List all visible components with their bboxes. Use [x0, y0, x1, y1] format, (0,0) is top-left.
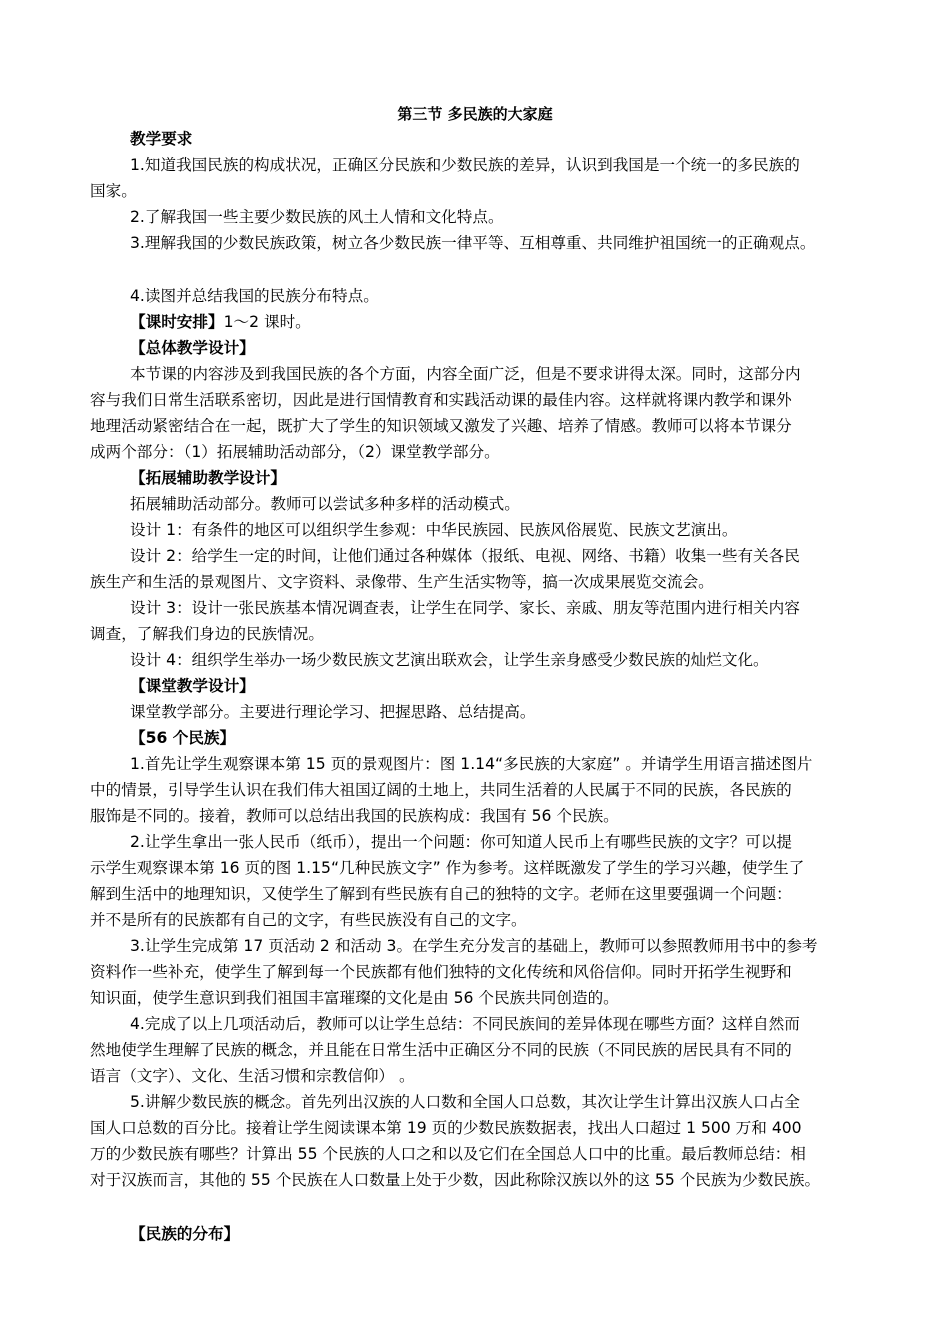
heading-ethnic-distribution: 【民族的分布】 — [130, 1225, 240, 1243]
heading-classroom-design: 【课堂教学设计】 — [130, 677, 255, 695]
teaching-requirements-block — [90, 126, 865, 256]
requirement-3: 3.理解我国的少数民族政策，树立各少数民族一律平等、互相尊重、共同维护祖国统一的正确观点。 — [130, 234, 816, 252]
heading-56-ethnic-groups: 【56 个民族】 — [130, 729, 236, 747]
design-4: 设计 4：组织学生举办一场少数民族文艺演出联欢会，让学生亲身感受少数民族的灿烂文化。 — [130, 651, 769, 669]
body-block — [90, 283, 865, 1193]
heading-teaching-requirements: 教学要求 — [130, 130, 193, 148]
paragraph-line: 课堂教学部分。主要进行理论学习、把握思路、总结提高。 — [130, 703, 536, 721]
heading-overall-design: 【总体教学设计】 — [130, 339, 255, 357]
heading-extended-design: 【拓展辅助教学设计】 — [130, 469, 286, 487]
design-1: 设计 1：有条件的地区可以组织学生参观：中华民族园、民族风俗展览、民族文艺演出。 — [130, 521, 738, 539]
paragraph-line: 成两个部分：（1）拓展辅助活动部分，（2）课堂教学部分。 — [90, 443, 500, 461]
design-2-cont: 族生产和生活的景观图片、文字资料、录像带、生产生活实物等，搞一次成果展览交流会。 — [90, 573, 714, 591]
item-5: 5.讲解少数民族的概念。首先列出汉族的人口数和全国人口总数，其次让学生计算出汉族人口占全 — [130, 1093, 800, 1111]
paragraph-line: 拓展辅助活动部分。教师可以尝试多种多样的活动模式。 — [130, 495, 520, 513]
requirement-1-cont: 国家。 — [90, 182, 137, 200]
item-2-cont: 并不是所有的民族都有自己的文字，有些民族没有自己的文字。 — [90, 911, 527, 929]
item-5-cont: 国人口总数的百分比。接着让学生阅读课本第 19 页的少数民族数据表，找出人口超过 1 500 万和 400 — [90, 1119, 802, 1137]
design-3: 设计 3：设计一张民族基本情况调查表，让学生在同学、家长、亲戚、朋友等范围内进行相关内容 — [130, 599, 800, 617]
paragraph-line: 本节课的内容涉及到我国民族的各个方面，内容全面广泛，但是不要求讲得太深。同时，这部分内 — [130, 365, 801, 383]
item-5-cont: 对于汉族而言，其他的 55 个民族在人口数量上处于少数，因此称除汉族以外的这 55 个民族为少数民族。 — [90, 1171, 821, 1189]
item-1: 1.首先让学生观察课本第 15 页的景观图片：图 1.14“多民族的大家庭” 。并请学生用语言描述图片 — [130, 755, 813, 773]
item-2-cont: 解到生活中的地理知识，又使学生了解到有些民族有自己的独特的文字。老师在这里要强调一个问题： — [90, 885, 792, 903]
item-4: 4.完成了以上几项活动后，教师可以让学生总结：不同民族间的差异体现在哪些方面？这样自然而 — [130, 1015, 800, 1033]
requirement-1: 1.知道我国民族的构成状况，正确区分民族和少数民族的差异，认识到我国是一个统一的多民族的 — [130, 156, 800, 174]
item-3: 3.让学生完成第 17 页活动 2 和活动 3。在学生充分发言的基础上，教师可以参照教师用书中的参考 — [130, 937, 818, 955]
requirement-2: 2.了解我国一些主要少数民族的风土人情和文化特点。 — [130, 208, 504, 226]
item-2-cont: 示学生观察课本第 16 页的图 1.15“几种民族文字” 作为参考。这样既激发了学生的学习兴趣，使学生了 — [90, 859, 805, 877]
class-hours-value: 1～2 课时。 — [223, 313, 311, 331]
item-3-cont: 资料作一些补充，使学生了解到每一个民族都有他们独特的文化传统和风俗信仰。同时开拓学生视野和 — [90, 963, 792, 981]
section-title: 第三节 多民族的大家庭 — [397, 105, 553, 123]
item-1-cont: 中的情景，引导学生认识在我们伟大祖国辽阔的土地上，共同生活着的人民属于不同的民族，各民族的 — [90, 781, 792, 799]
distribution-block — [90, 1221, 865, 1247]
design-2: 设计 2：给学生一定的时间，让他们通过各种媒体（报纸、电视、网络、书籍）收集一些有关各民 — [130, 547, 800, 565]
item-5-cont: 万的少数民族有哪些？计算出 55 个民族的人口之和以及它们在全国总人口中的比重。最后教师总结：相 — [90, 1145, 806, 1163]
item-4-cont: 然地使学生理解了民族的概念，并且能在日常生活中正确区分不同的民族（不同民族的居民具有不同的 — [90, 1041, 792, 1059]
item-2: 2.让学生拿出一张人民币（纸币），提出一个问题：你可知道人民币上有哪些民族的文字？可以提 — [130, 833, 793, 851]
paragraph-line: 地理活动紧密结合在一起，既扩大了学生的知识领域又激发了兴趣、培养了情感。教师可以将本节课分 — [90, 417, 792, 435]
heading-class-hours: 【课时安排】 — [130, 313, 224, 331]
item-3-cont: 知识面，使学生意识到我们祖国丰富璀璨的文化是由 56 个民族共同创造的。 — [90, 989, 619, 1007]
item-1-cont: 服饰是不同的。接着，教师可以总结出我国的民族构成：我国有 56 个民族。 — [90, 807, 619, 825]
item-4-cont: 语言（文字）、文化、生活习惯和宗教信仰） 。 — [90, 1067, 415, 1085]
requirement-4: 4.读图并总结我国的民族分布特点。 — [130, 287, 379, 305]
design-3-cont: 调查，了解我们身边的民族情况。 — [90, 625, 324, 643]
paragraph-line: 容与我们日常生活联系密切，因此是进行国情教育和实践活动课的最佳内容。这样就将课内教学和课外 — [90, 391, 792, 409]
class-hours-line — [90, 309, 865, 335]
